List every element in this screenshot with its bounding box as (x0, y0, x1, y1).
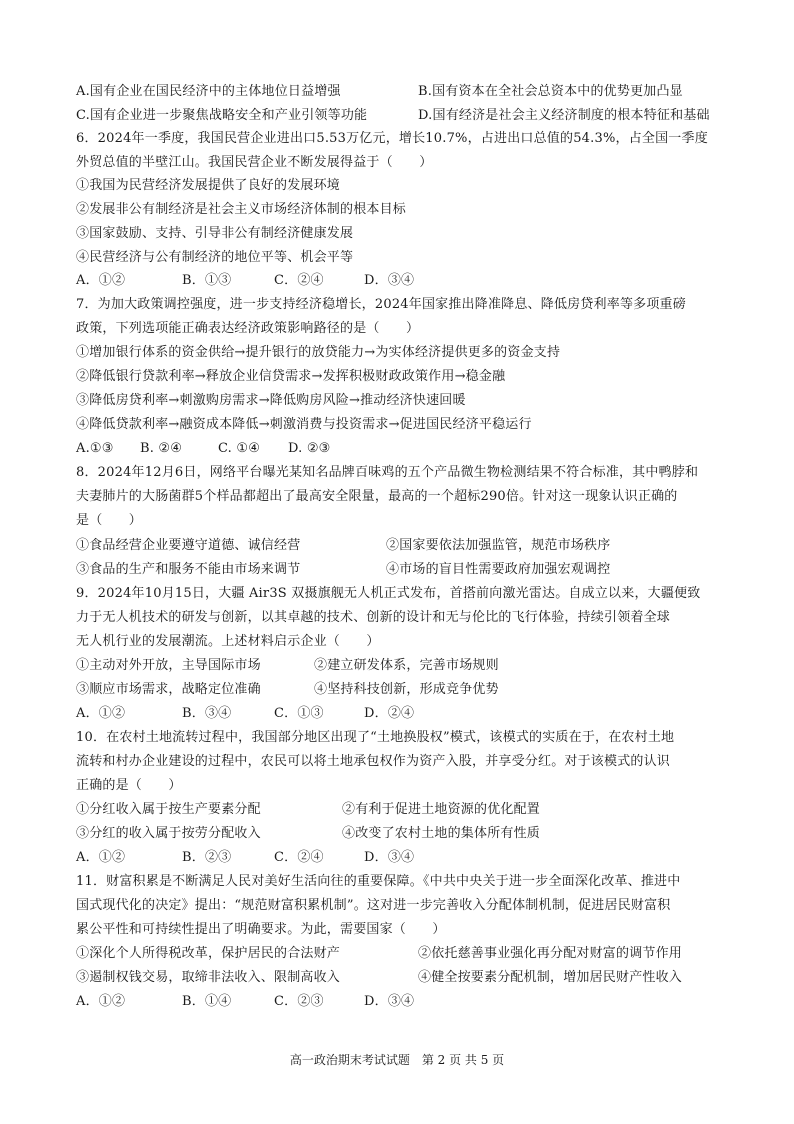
q9-item-3: ③顺应市场需求，战略定位准确 (76, 682, 261, 697)
q9-choice-c: C．①③ (274, 706, 324, 721)
q9-choice-d: D．②④ (364, 706, 415, 721)
q8-item-2: ②国家要依法加强监管，规范市场秩序 (386, 538, 611, 553)
q8-item-1: ①食品经营企业要遵守道德、诚信经营 (76, 538, 301, 553)
q11-choice-b: B．①④ (182, 994, 232, 1009)
q9-choice-b: B．③④ (182, 706, 232, 721)
q6-item-2: ②发展非公有制经济是社会主义市场经济体制的根本目标 (76, 202, 407, 217)
q5-option-a: A.国有企业在国民经济中的主体地位日益增强 (76, 84, 341, 99)
q8-item-4: ④市场的盲目性需要政府加强宏观调控 (386, 562, 611, 577)
q10-item-4: ④改变了农村土地的集体所有性质 (342, 826, 541, 841)
q10-choice-b: B．②③ (182, 850, 232, 865)
q5-option-c: C.国有企业进一步聚焦战略安全和产业引领等功能 (76, 108, 368, 123)
q9-stem-line-1: 9．2024年10月15日，大疆 Air3S 双摄旗舰无人机正式发布，首搭前向激光雷达。自成立以来，大疆便致 (76, 586, 701, 601)
q8-item-3: ③食品的生产和服务不能由市场来调节 (76, 562, 301, 577)
q6-choice-d: D．③④ (364, 273, 415, 288)
q6-choice-b: B．①③ (182, 273, 232, 288)
q11-item-2: ②依托慈善事业强化再分配对财富的调节作用 (418, 946, 683, 961)
q10-choice-d: D．③④ (364, 850, 415, 865)
q10-stem-line-1: 10．在农村土地流转过程中，我国部分地区出现了“土地换股权”模式，该模式的实质在于，在农村土地 (76, 730, 675, 745)
q6-item-4: ④民营经济与公有制经济的地位平等、机会平等 (76, 250, 354, 265)
q8-stem-line-2: 夫妻肺片的大肠菌群5个样品都超出了最高安全限量，最高的一个超标290倍。针对这一现象认识正确的 (76, 489, 678, 504)
q11-choice-c: C．②③ (274, 994, 324, 1009)
q6-item-1: ①我国为民营经济发展提供了良好的发展环境 (76, 178, 341, 193)
q9-stem-line-3: 无人机行业的发展潮流。上述材料启示企业（ ） (76, 634, 380, 649)
q6-stem-line-2: 外贸总值的半壁江山。我国民营企业不断发展得益于（ ） (76, 155, 433, 170)
q9-choice-a: A．①② (76, 706, 126, 721)
q9-stem-line-2: 力于无人机技术的研发与创新，以其卓越的技术、创新的设计和无与伦比的飞行体验，持续引领着全球 (76, 610, 671, 625)
q11-item-3: ③遏制权钱交易，取缔非法收入、限制高收入 (76, 970, 341, 985)
q7-choice-a: A.①③ (76, 441, 114, 456)
q7-item-3: ③降低房贷利率→刺激购房需求→降低购房风险→推动经济快速回暖 (76, 393, 466, 408)
page-footer: 高一政治期末考试试题 第 2 页 共 5 页 (289, 1053, 505, 1067)
q11-stem-line-1: 11．财富积累是不断满足人民对美好生活向往的重要保障。《中共中央关于进一步全面深化改革、推进中 (76, 874, 681, 889)
q10-item-1: ①分红收入属于按生产要素分配 (76, 802, 261, 817)
q9-item-2: ②建立研发体系，完善市场规则 (314, 658, 499, 673)
q6-stem-line-1: 6．2024年一季度，我国民营企业进出口5.53万亿元，增长10.7%，占进出口总值的54.3%，占全国一季度 (76, 131, 708, 146)
q7-item-1: ①增加银行体系的资金供给→提升银行的放贷能力→为实体经济提供更多的资金支持 (76, 345, 561, 360)
q8-stem-line-3: 是（ ） (76, 513, 143, 528)
q11-stem-line-2: 国式现代化的决定》提出：“规范财富积累机制”。这对进一步完善收入分配体制机制，促进居民财富积 (76, 898, 671, 913)
q10-stem-line-3: 正确的是（ ） (76, 778, 182, 793)
q6-item-3: ③国家鼓励、支持、引导非公有制经济健康发展 (76, 226, 354, 241)
q9-item-1: ①主动对外开放，主导国际市场 (76, 658, 261, 673)
q7-choice-b: B. ②④ (140, 441, 183, 456)
q5-option-b: B.国有资本在全社会总资本中的优势更加凸显 (418, 84, 683, 99)
q6-choice-a: A．①② (76, 273, 126, 288)
q11-item-1: ①深化个人所得税改革，保护居民的合法财产 (76, 946, 341, 961)
q10-choice-c: C．②④ (274, 850, 324, 865)
q7-choice-d: D. ②③ (288, 441, 331, 456)
q6-choice-c: C．②④ (274, 273, 324, 288)
q11-item-4: ④健全按要素分配机制，增加居民财产性收入 (418, 970, 683, 985)
q10-item-2: ②有利于促进土地资源的优化配置 (342, 802, 541, 817)
q7-item-2: ②降低银行贷款利率→释放企业信贷需求→发挥积极财政政策作用→稳金融 (76, 369, 506, 384)
q9-item-4: ④坚持科技创新，形成竞争优势 (314, 682, 499, 697)
q11-choice-d: D．③④ (364, 994, 415, 1009)
q7-stem-line-2: 政策，下列选项能正确表达经济政策影响路径的是（ ） (76, 321, 420, 336)
q11-stem-line-3: 累公平性和可持续性提出了明确要求。为此，需要国家（ ） (76, 922, 446, 937)
q8-stem-line-1: 8．2024年12月6日，网络平台曝光某知名品牌百味鸡的五个产品微生物检测结果不符合标准，其中鸭脖和 (76, 465, 699, 480)
q7-stem-line-1: 7．为加大政策调控强度，进一步支持经济稳增长，2024年国家推出降准降息、降低房贷利率等多项重磅 (76, 297, 686, 312)
q11-choice-a: A．①② (76, 994, 126, 1009)
q7-item-4: ④降低贷款利率→融资成本降低→刺激消费与投资需求→促进国民经济平稳运行 (76, 417, 532, 432)
q10-stem-line-2: 流转和村办企业建设的过程中，农民可以将土地承包权作为资产入股，并享受分红。对于该模式的认识 (76, 754, 671, 769)
q7-choice-c: C. ①④ (218, 441, 261, 456)
q10-choice-a: A．①② (76, 850, 126, 865)
q5-option-d: D.国有经济是社会主义经济制度的根本特征和基础 (418, 108, 710, 123)
q10-item-3: ③分红的收入属于按劳分配收入 (76, 826, 261, 841)
